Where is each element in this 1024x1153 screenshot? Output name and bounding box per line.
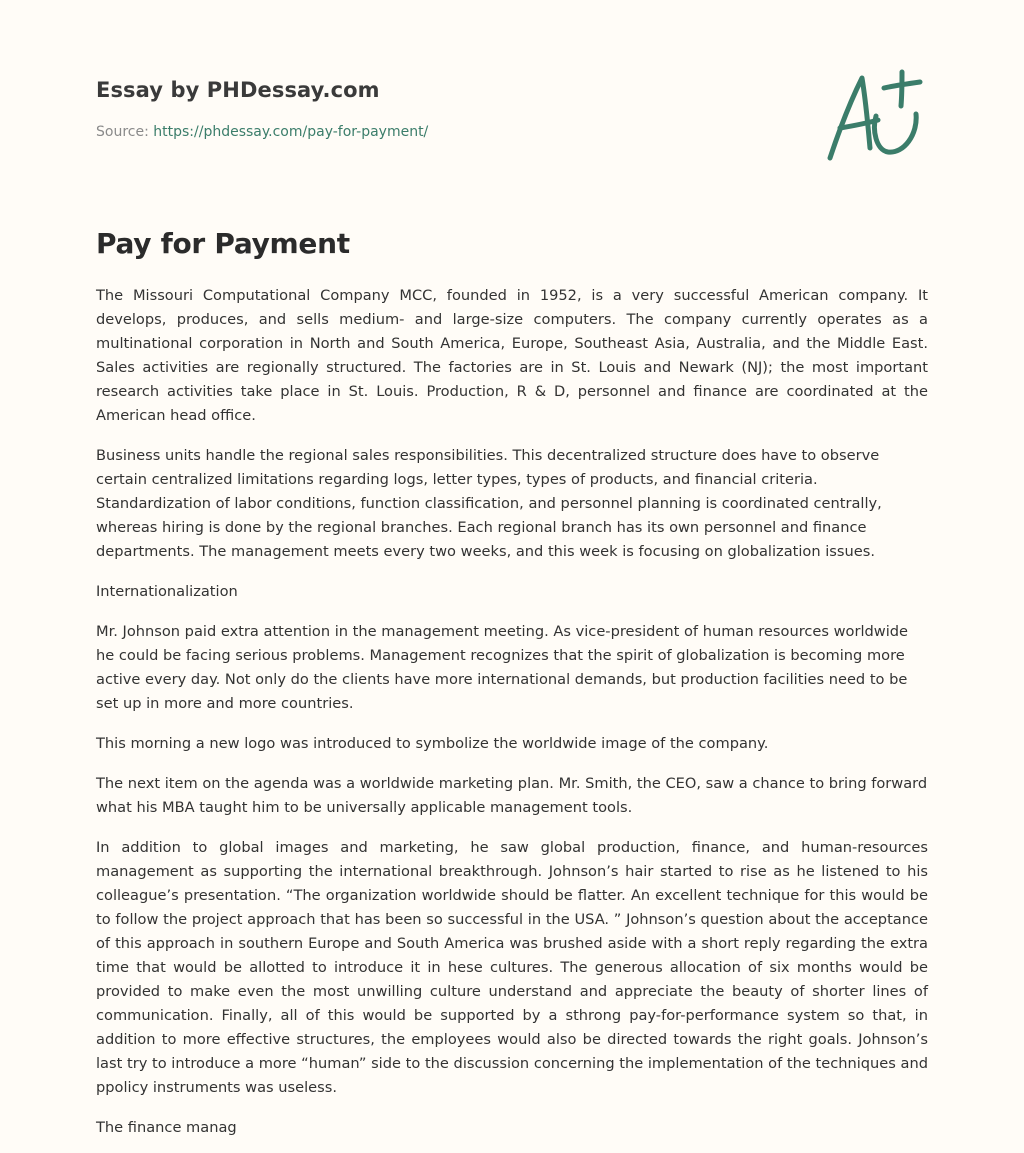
source-link[interactable]: https://phdessay.com/pay-for-payment/ <box>153 124 429 140</box>
article-body <box>96 284 928 1153</box>
article-title: Pay for Payment <box>96 227 350 260</box>
paragraph: In addition to global images and marketing, he saw global production, finance, and human-resources management as supporting the international breakthrough. Johnson’s hair started to rise as he listened to his colleague’s presentation. “The organization worldwide should be flatter. An excellent technique for this would be to follow the project approach that has been so successful in the USA. ” Johnson’s question about the acceptance of this approach in southern Europe and South America was brushed aside with a short reply regarding the extra time that would be allotted to introduce it in hese cultures. The generous allocation of six months would be provided to make even the most unwilling culture understand and appreciate the beauty of shorter lines of communication. Finally, all of this would be supported by a sthrong pay-for-performance system so that, in addition to more effective structures, the employees would also be directed towards the right goals. Johnson’s last try to introduce a more “human” side to the discussion concerning the implementation of the techniques and ppolicy instruments was useless. <box>96 839 928 1096</box>
paragraph: Mr. Johnson paid extra attention in the management meeting. As vice-president of human resources worldwide he could be facing serious problems. Management recognizes that the spirit of globalization is becoming more active every day. Not only do the clients have more international demands, but production facilities need to be set up in more and more countries. <box>96 623 909 712</box>
paragraph: This morning a new logo was introduced to symbolize the worldwide image of the company. <box>96 735 769 752</box>
site-brand: Essay by PHDessay.com <box>96 78 380 102</box>
paragraph: The next item on the agenda was a worldwide marketing plan. Mr. Smith, the CEO, saw a chance to bring forward what his MBA taught him to be universally applicable management tools. <box>96 775 928 816</box>
paragraph: Business units handle the regional sales responsibilities. This decentralized structure does have to observe certain centralized limitations regarding logs, letter types, types of products, and financial criteria. Standardization of labor conditions, function classification, and personnel planning is coordinated centrally, whereas hiring is done by the regional branches. Each regional branch has its own personnel and finance departments. The management meets every two weeks, and this week is focusing on globalization issues. <box>96 447 882 560</box>
paragraph: The finance manag <box>96 1119 237 1136</box>
source-line <box>96 124 428 140</box>
section-heading: Internationalization <box>96 583 238 600</box>
a-plus-grade-icon <box>822 68 926 164</box>
source-label: Source: <box>96 124 149 140</box>
paragraph: The Missouri Computational Company MCC, founded in 1952, is a very successful American company. It develops, produces, and sells medium- and large-size computers. The company currently operates as a multinational corporation in North and South America, Europe, Southeast Asia, Australia, and the Middle East. Sales activities are regionally structured. The factories are in St. Louis and Newark (NJ); the most important research activities take place in St. Louis. Production, R & D, personnel and finance are coordinated at the American head office. <box>96 287 928 424</box>
site-header <box>96 74 928 140</box>
